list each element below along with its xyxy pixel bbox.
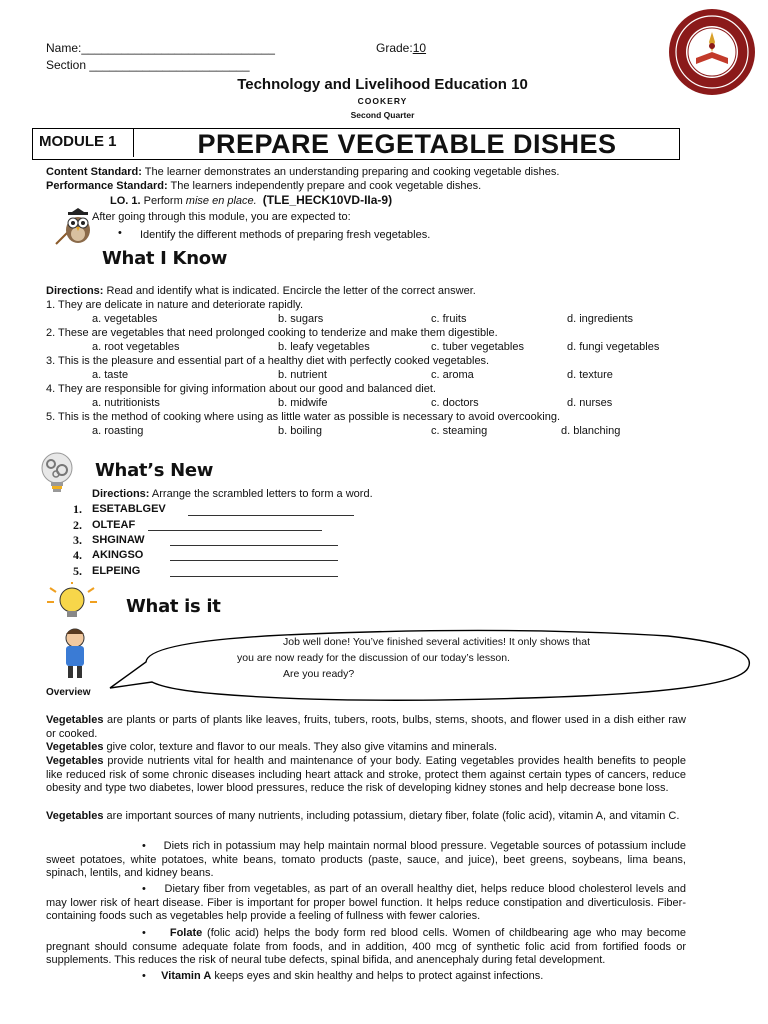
- q4-option-c[interactable]: c. doctors: [431, 397, 479, 409]
- scramble-num-2: 2.: [73, 518, 82, 532]
- wn-directions-label: Directions:: [92, 488, 150, 500]
- bullet-fiber: [46, 883, 686, 924]
- what-is-it-title: What is it: [126, 596, 221, 617]
- module-header-box: [32, 128, 680, 160]
- learning-outcome: [110, 194, 392, 209]
- q1-option-b[interactable]: b. sugars: [278, 313, 324, 325]
- performance-standard-text: The learners independently prepare and cook vegetable dishes.: [167, 180, 482, 192]
- wik-directions: [46, 285, 476, 299]
- grade-label: Grade:: [376, 41, 413, 55]
- lo-italic: mise en place.: [185, 195, 257, 207]
- q5-option-a[interactable]: a. roasting: [92, 425, 144, 437]
- scramble-word-5: ELPEING: [92, 565, 141, 577]
- answer-blank-5[interactable]: [170, 576, 338, 577]
- q5-option-d[interactable]: d. blanching: [561, 425, 621, 437]
- overview-label: Overview: [46, 687, 91, 698]
- question-5: 5. This is the method of cooking where using as little water as possible is necessary to avoid overcooking.: [46, 411, 561, 423]
- bullet-dot: •: [142, 927, 170, 939]
- scramble-word-1: ESETABLGEV: [92, 503, 166, 515]
- module-title: PREPARE VEGETABLE DISHES: [197, 129, 617, 159]
- b4-text: keeps eyes and skin healthy and helps to protect against infections.: [211, 970, 544, 982]
- q1-option-d[interactable]: d. ingredients: [567, 313, 634, 325]
- q3-option-b[interactable]: b. nutrient: [278, 369, 327, 381]
- p3-bold: Vegetables: [46, 755, 104, 767]
- whats-new-title: What’s New: [95, 460, 214, 481]
- lo-label: LO. 1.: [110, 195, 141, 207]
- q5-option-b[interactable]: b. boiling: [278, 425, 323, 437]
- p2-text: give color, texture and flavor to our meals. They also give vitamins and minerals.: [103, 741, 498, 753]
- p2-bold: Vegetables: [46, 741, 104, 753]
- q3-option-a[interactable]: a. taste: [92, 369, 129, 381]
- bubble-line-1: Job well done! You’ve finished several activities! It only shows that: [283, 636, 591, 648]
- bullet-dot: •: [142, 883, 165, 895]
- q4-option-a[interactable]: a. nutritionists: [92, 397, 160, 409]
- document-title: Technology and Livelihood Education 10: [237, 76, 528, 93]
- bubble-line-3: Are you ready?: [283, 668, 355, 680]
- objective-text: Identify the different methods of preparing fresh vegetables.: [140, 229, 431, 241]
- thinking-kid-icon: [42, 582, 100, 682]
- lo-text: Perform: [140, 195, 186, 207]
- bullet-vitamin-a: [46, 970, 686, 984]
- scramble-num-4: 4.: [73, 548, 82, 562]
- wn-directions: [92, 488, 373, 502]
- scramble-num-5: 5.: [73, 564, 82, 578]
- p1-bold: Vegetables: [46, 714, 104, 726]
- b4-bold: Vitamin A: [161, 970, 212, 982]
- q3-option-d[interactable]: d. texture: [567, 369, 613, 381]
- q4-option-d[interactable]: d. nurses: [567, 397, 613, 409]
- after-module-text: After going through this module, you are expected to:: [92, 211, 351, 223]
- quarter-label: Second Quarter: [350, 110, 415, 120]
- content-standard-label: Content Standard:: [46, 166, 142, 178]
- b1-text: Diets rich in potassium may help maintain normal blood pressure. Vegetable sources of potassium include sweet potatoes, white potatoes, white beans, tomato products (paste, sauce, and juice), beet greens, soybeans, lima beans, spinach, lentils, and kidney beans.: [46, 840, 686, 880]
- question-2: 2. These are vegetables that need prolonged cooking to tenderize and make them digestible.: [46, 327, 498, 339]
- bullet-dot: •: [142, 970, 162, 982]
- b3-bold: Folate: [169, 927, 203, 939]
- bullet-folate: [46, 927, 686, 968]
- owl-teacher-icon: [54, 206, 94, 246]
- q3-option-c[interactable]: c. aroma: [431, 369, 474, 381]
- wik-directions-label: Directions:: [46, 285, 104, 297]
- scramble-word-4: AKINGSO: [92, 549, 144, 561]
- answer-blank-4[interactable]: [170, 560, 338, 561]
- b2-text: Dietary fiber from vegetables, as part of an overall healthy diet, helps reduce blood cholesterol levels and may lower risk of heart disease. Fiber is important for proper bowel function. It helps reduce constipation and diverticulosis. Fiber-containing foods such as vegetables help provide a feeling of fullness with fewer calories.: [46, 883, 686, 923]
- scramble-word-2: OLTEAF: [92, 519, 136, 531]
- overview-paragraph-2: [46, 741, 686, 755]
- bubble-line-2: you are now ready for the discussion of our today’s lesson.: [237, 652, 510, 664]
- school-seal-logo: [668, 8, 756, 96]
- wn-directions-text: Arrange the scrambled letters to form a word.: [149, 488, 373, 500]
- q4-option-b[interactable]: b. midwife: [278, 397, 328, 409]
- content-standard: [46, 166, 559, 180]
- q2-option-b[interactable]: b. leafy vegetables: [278, 341, 370, 353]
- bullet-dot: •: [142, 840, 164, 852]
- q5-option-c[interactable]: c. steaming: [431, 425, 488, 437]
- question-3: 3. This is the pleasure and essential part of a healthy diet with perfectly cooked vegetables.: [46, 355, 490, 367]
- overview-paragraph-3: [46, 755, 686, 796]
- overview-paragraph-4: [46, 810, 686, 824]
- q2-option-a[interactable]: a. root vegetables: [92, 341, 180, 353]
- q2-option-d[interactable]: d. fungi vegetables: [567, 341, 660, 353]
- module-label: MODULE 1: [33, 129, 134, 157]
- question-1: 1. They are delicate in nature and deteriorate rapidly.: [46, 299, 304, 311]
- question-4: 4. They are responsible for giving information about our good and balanced diet.: [46, 383, 436, 395]
- what-i-know-title: What I Know: [102, 248, 228, 269]
- section-field-label: Section ________________________: [46, 58, 250, 72]
- lo-code: (TLE_HECK10VD-IIa-9): [262, 193, 393, 207]
- grade-value: 10: [412, 41, 427, 55]
- performance-standard-label: Performance Standard:: [46, 180, 168, 192]
- subject-label: COOKERY: [357, 96, 408, 106]
- performance-standard: [46, 180, 481, 194]
- content-standard-text: The learner demonstrates an understanding preparing and cooking vegetable dishes.: [141, 166, 560, 178]
- grade-field: [376, 41, 426, 55]
- bullet-potassium: [46, 840, 686, 881]
- p4-bold: Vegetables: [46, 810, 104, 822]
- b3-text: (folic acid) helps the body form red blood cells. Women of childbearing age who may become pregnant should consume adequate folate from foods, and in addition, 400 mcg of synthetic folic acid from fortified foods or supplements. This reduces the risk of neural tube defects, spinal bifida, and anencephaly during fetal development.: [46, 927, 687, 967]
- scramble-word-3: SHGINAW: [92, 534, 145, 546]
- answer-blank-2[interactable]: [148, 530, 322, 531]
- p1-text: are plants or parts of plants like leaves, fruits, tubers, roots, bulbs, stems, shoots, and flower used in a dish either raw or cooked.: [46, 714, 686, 740]
- name-field-label: Name:_____________________________: [46, 41, 275, 55]
- p4-text: are important sources of many nutrients, including potassium, dietary fiber, folate (folic acid), vitamin A, and vitamin C.: [103, 810, 680, 822]
- lightbulb-gears-icon: [32, 450, 82, 494]
- q2-option-c[interactable]: c. tuber vegetables: [431, 341, 524, 353]
- wik-directions-text: Read and identify what is indicated. Encircle the letter of the correct answer.: [103, 285, 476, 297]
- answer-blank-1[interactable]: [188, 515, 354, 516]
- objective-bullet: •: [118, 227, 122, 239]
- q1-option-c[interactable]: c. fruits: [431, 313, 467, 325]
- scramble-num-1: 1.: [73, 502, 82, 516]
- scramble-num-3: 3.: [73, 533, 82, 547]
- answer-blank-3[interactable]: [170, 545, 338, 546]
- overview-paragraph-1: [46, 714, 686, 741]
- p3-text: provide nutrients vital for health and maintenance of your body. Eating vegetables provides health benefits to people like reduced risk of some chronic diseases including heart attack and stroke, protect them against certain types of cancers, reduce obesity and type two diabetes, lower blood pressures, reduce the risk of developing kidney stones and help decrease bone loss.: [46, 755, 686, 795]
- q1-option-a[interactable]: a. vegetables: [92, 313, 158, 325]
